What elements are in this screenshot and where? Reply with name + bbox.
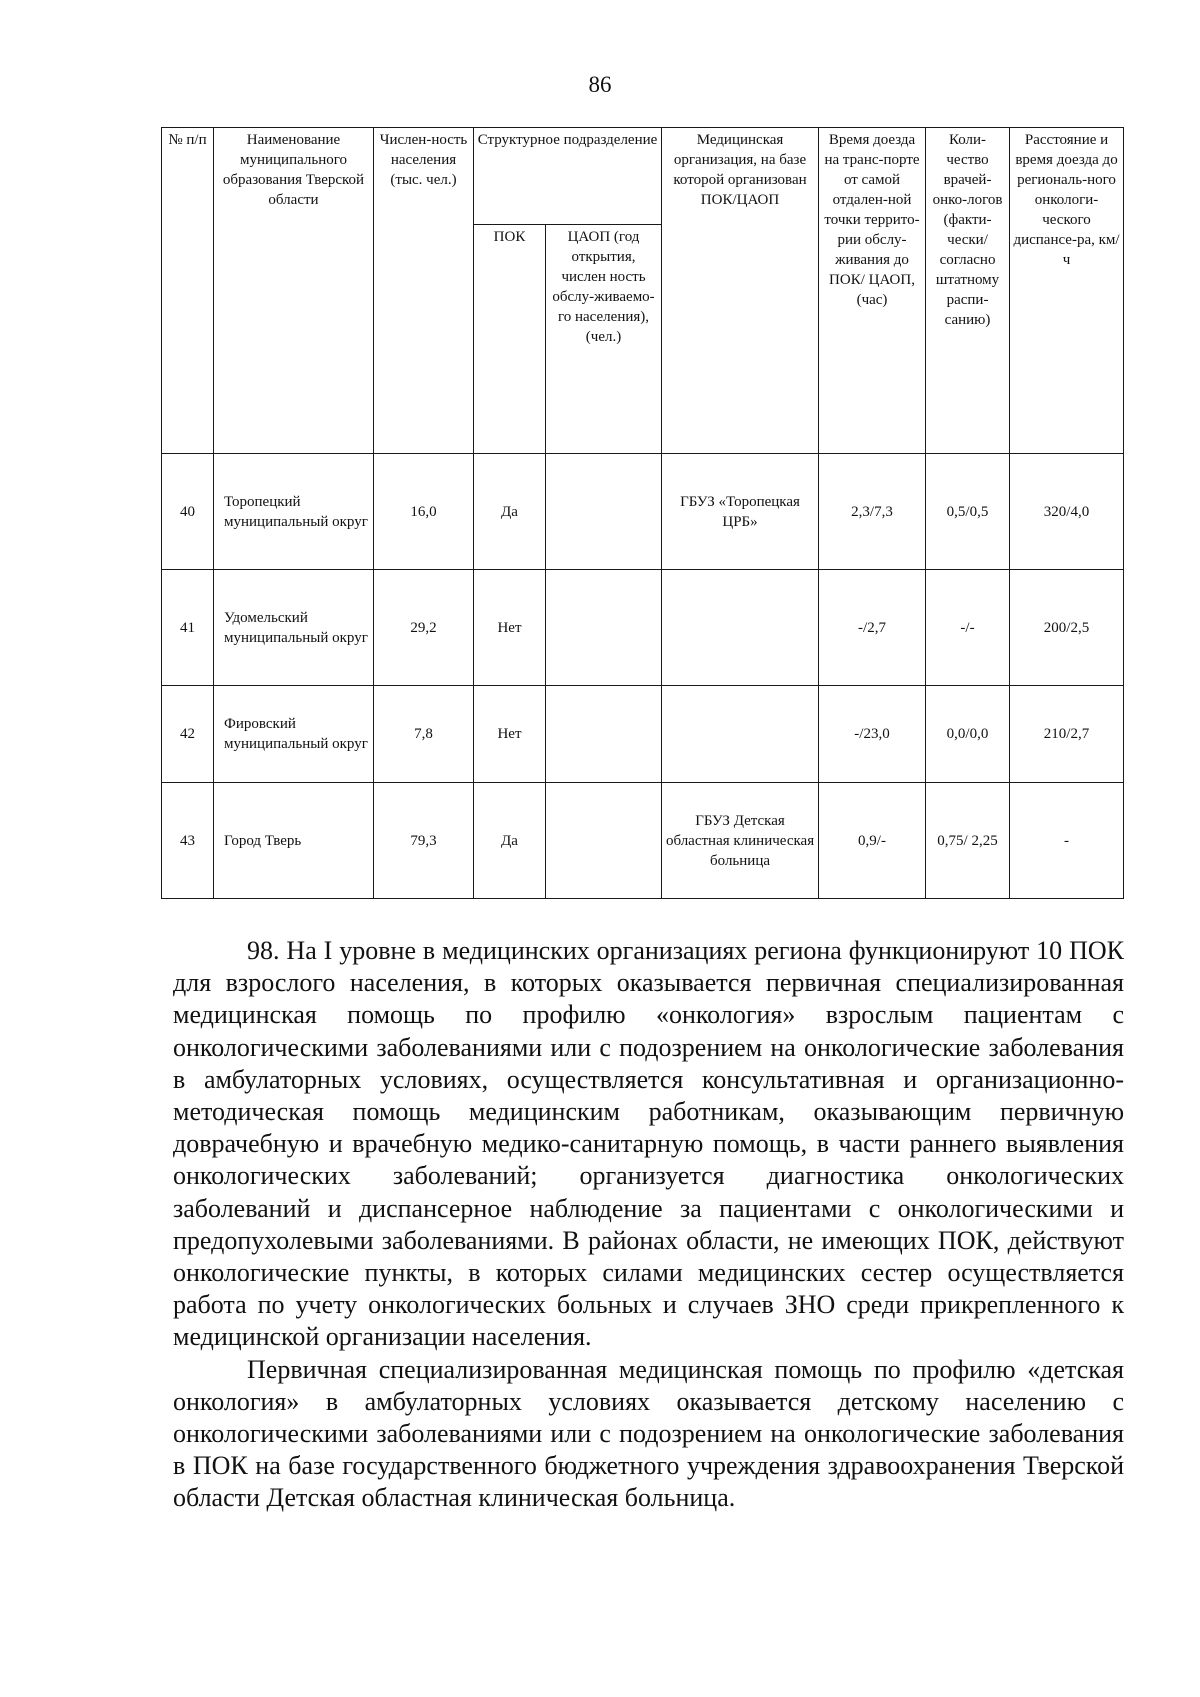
cell-oncologists: 0,0/0,0 — [926, 686, 1010, 783]
cell-municipality: Город Тверь — [214, 783, 374, 899]
cell-travel-time: 0,9/- — [819, 783, 926, 899]
cell-travel-time: -/23,0 — [819, 686, 926, 783]
cell-municipality: Удомельский муниципальный округ — [214, 570, 374, 686]
cell-distance: - — [1010, 783, 1124, 899]
table-row — [162, 686, 1124, 783]
cell-population: 29,2 — [374, 570, 474, 686]
header-distance: Расстояние и время доезда до региональ-ного онкологи-ческого диспансе-ра, км/ч — [1010, 128, 1124, 454]
cell-population: 7,8 — [374, 686, 474, 783]
cell-organization: ГБУЗ Детская областная клиническая больница — [662, 783, 819, 899]
cell-organization — [662, 570, 819, 686]
cell-oncologists: 0,5/0,5 — [926, 454, 1010, 570]
paragraph-children-oncology: Первичная специализированная медицинская помощь по профилю «детская онкология» в амбулаторных условиях оказывается детскому населению с онкологическими заболеваниями или с подозрением на онкологические заболевания в ПОК на базе государственного бюджетного учреждения здравоохранения Тверской области Детская областная клиническая больница. — [173, 1354, 1124, 1513]
table-row — [162, 783, 1124, 899]
cell-caop — [546, 783, 662, 899]
cell-caop — [546, 570, 662, 686]
table-row — [162, 454, 1124, 570]
header-num: № п/п — [162, 128, 214, 454]
table-row — [162, 570, 1124, 686]
cell-organization: ГБУЗ «Торопецкая ЦРБ» — [662, 454, 819, 570]
cell-pok: Да — [474, 454, 546, 570]
body-text — [173, 935, 1124, 1515]
cell-pok: Нет — [474, 570, 546, 686]
cell-population: 79,3 — [374, 783, 474, 899]
cell-oncologists: -/- — [926, 570, 1010, 686]
paragraph-98: 98. На I уровне в медицинских организациях региона функционируют 10 ПОК для взрослого населения, в которых оказывается первичная специализированная медицинская помощь по профилю «онкология» взрослым пациентам с онкологическими заболеваниями или с подозрением на онкологические заболевания в амбулаторных условиях, осуществляется консультативная и организационно-методическая помощь медицинским работникам, оказывающим первичную доврачебную и врачебную медико-санитарную помощь, в части раннего выявления онкологических заболеваний; организуется диагностика онкологических заболеваний и диспансерное наблюдение за пациентами с онкологическими и предопухолевыми заболеваниями. В районах области, не имеющих ПОК, действуют онкологические пункты, в которых силами медицинских сестер осуществляется работа по учету онкологических больных и случаев ЗНО среди прикрепленного к медицинской организации населения. — [173, 936, 1124, 1352]
cell-num: 40 — [162, 454, 214, 570]
header-travel-time: Время доезда на транс-порте от самой отдален-ной точки террито-рии обслу-живания до ПОК/ ЦАОП, (час) — [819, 128, 926, 454]
cell-organization — [662, 686, 819, 783]
header-pok: ПОК — [474, 225, 546, 454]
header-structural-unit: Структурное подразделение — [474, 128, 662, 225]
cell-distance: 210/2,7 — [1010, 686, 1124, 783]
cell-municipality: Торопецкий муниципальный округ — [214, 454, 374, 570]
cell-num: 43 — [162, 783, 214, 899]
cell-distance: 200/2,5 — [1010, 570, 1124, 686]
cell-population: 16,0 — [374, 454, 474, 570]
cell-pok: Да — [474, 783, 546, 899]
cell-caop — [546, 686, 662, 783]
header-municipality: Наименование муниципального образования Тверской области — [214, 128, 374, 454]
cell-travel-time: 2,3/7,3 — [819, 454, 926, 570]
header-oncologists: Коли-чество врачей-онко-логов (факти-чески/ согласно штатному распи-санию) — [926, 128, 1010, 454]
header-caop: ЦАОП (год открытия, числен ность обслу-живаемо-го населения), (чел.) — [546, 225, 662, 454]
cell-caop — [546, 454, 662, 570]
cell-distance: 320/4,0 — [1010, 454, 1124, 570]
cell-travel-time: -/2,7 — [819, 570, 926, 686]
page-number: 86 — [588, 72, 612, 97]
oncology-points-table — [161, 127, 1124, 899]
cell-municipality: Фировский муниципальный округ — [214, 686, 374, 783]
cell-oncologists: 0,75/ 2,25 — [926, 783, 1010, 899]
header-population: Числен-ность населения (тыс. чел.) — [374, 128, 474, 454]
cell-pok: Нет — [474, 686, 546, 783]
cell-num: 42 — [162, 686, 214, 783]
header-organization: Медицинская организация, на базе которой организован ПОК/ЦАОП — [662, 128, 819, 454]
cell-num: 41 — [162, 570, 214, 686]
